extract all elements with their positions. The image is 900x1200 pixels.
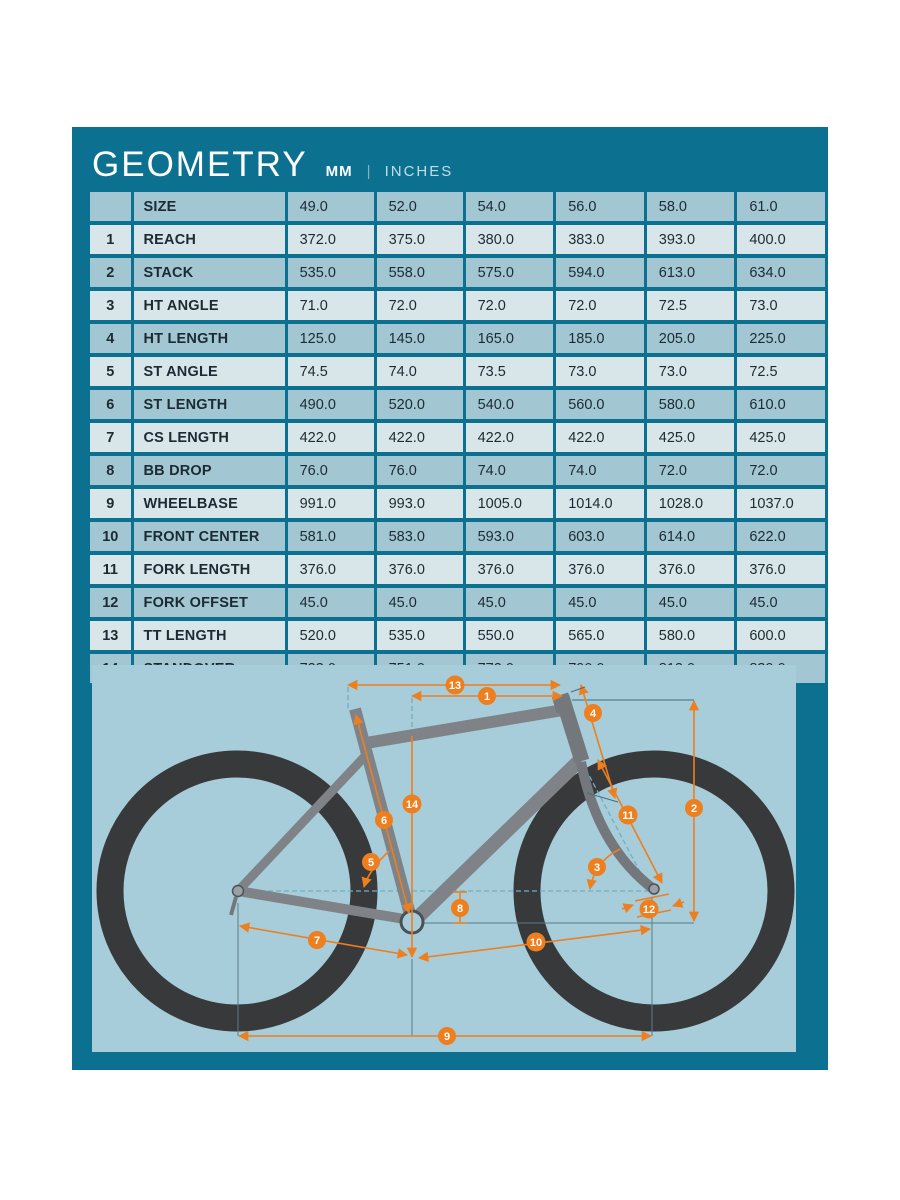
value-cell: 375.0 [377, 225, 463, 254]
value-cell: 1005.0 [466, 489, 554, 518]
value-cell: 603.0 [556, 522, 644, 551]
row-number-cell: 1 [90, 225, 131, 254]
value-cell: 993.0 [377, 489, 463, 518]
value-cell: 580.0 [647, 621, 735, 650]
row-label-cell: ST LENGTH [134, 390, 285, 419]
row-label-cell: FORK OFFSET [134, 588, 285, 617]
bike-diagram-svg [92, 665, 796, 1052]
badge-13 [446, 676, 465, 695]
svg-text:7: 7 [313, 934, 321, 947]
geometry-table-body [90, 192, 825, 683]
value-cell: 45.0 [647, 588, 735, 617]
svg-text:3: 3 [593, 861, 601, 874]
value-cell: 1028.0 [647, 489, 735, 518]
value-cell: 580.0 [647, 390, 735, 419]
value-cell: 583.0 [377, 522, 463, 551]
row-number-cell: 4 [90, 324, 131, 353]
rear-hub [233, 886, 244, 897]
size-cell: 61.0 [737, 192, 825, 221]
value-cell: 45.0 [288, 588, 374, 617]
value-cell: 165.0 [466, 324, 554, 353]
value-cell: 383.0 [556, 225, 644, 254]
value-cell: 400.0 [737, 225, 825, 254]
size-cell: 49.0 [288, 192, 374, 221]
value-cell: 72.0 [377, 291, 463, 320]
value-cell: 205.0 [647, 324, 735, 353]
value-cell: 125.0 [288, 324, 374, 353]
badge-8 [451, 899, 469, 917]
svg-text:5: 5 [367, 856, 375, 869]
row-number-cell: 12 [90, 588, 131, 617]
page-title: GEOMETRY [92, 145, 308, 184]
value-cell: 376.0 [556, 555, 644, 584]
value-cell: 610.0 [737, 390, 825, 419]
size-cell: 52.0 [377, 192, 463, 221]
table-row [90, 423, 825, 452]
badge-1 [478, 687, 496, 705]
table-row [90, 291, 825, 320]
table-row [90, 522, 825, 551]
value-cell: 45.0 [377, 588, 463, 617]
row-label-cell: HT ANGLE [134, 291, 285, 320]
row-label-cell: REACH [134, 225, 285, 254]
badge-4 [584, 704, 602, 722]
badge-10 [527, 933, 546, 952]
row-number-cell: 3 [90, 291, 131, 320]
derailleur-hanger [231, 897, 236, 915]
value-cell: 490.0 [288, 390, 374, 419]
value-cell: 73.0 [737, 291, 825, 320]
value-cell: 560.0 [556, 390, 644, 419]
value-cell: 425.0 [647, 423, 735, 452]
value-cell: 74.0 [556, 456, 644, 485]
row-number-cell: 8 [90, 456, 131, 485]
row-number-cell: 10 [90, 522, 131, 551]
row-label-cell: FRONT CENTER [134, 522, 285, 551]
size-cell: 56.0 [556, 192, 644, 221]
value-cell: 614.0 [647, 522, 735, 551]
front-hub [649, 884, 659, 894]
row-number-cell [90, 192, 131, 221]
value-cell: 74.0 [377, 357, 463, 386]
value-cell: 73.0 [556, 357, 644, 386]
unit-inches-label: INCHES [384, 163, 454, 180]
panel-header [92, 147, 453, 182]
svg-text:8: 8 [456, 902, 464, 915]
value-cell: 1037.0 [737, 489, 825, 518]
row-number-cell: 13 [90, 621, 131, 650]
value-cell: 72.0 [737, 456, 825, 485]
row-label-cell: TT LENGTH [134, 621, 285, 650]
value-cell: 45.0 [466, 588, 554, 617]
row-label-cell: HT LENGTH [134, 324, 285, 353]
value-cell: 376.0 [377, 555, 463, 584]
value-cell: 74.0 [466, 456, 554, 485]
table-row [90, 258, 825, 287]
size-cell: 54.0 [466, 192, 554, 221]
value-cell: 72.5 [737, 357, 825, 386]
row-label-cell: FORK LENGTH [134, 555, 285, 584]
value-cell: 600.0 [737, 621, 825, 650]
value-cell: 535.0 [377, 621, 463, 650]
row-label-cell: BB DROP [134, 456, 285, 485]
value-cell: 558.0 [377, 258, 463, 287]
svg-text:10: 10 [529, 936, 543, 949]
value-cell: 393.0 [647, 225, 735, 254]
badge-2 [685, 799, 703, 817]
table-row [90, 324, 825, 353]
bike-diagram [92, 665, 796, 1052]
table-row [90, 555, 825, 584]
value-cell: 145.0 [377, 324, 463, 353]
row-label-cell: ST ANGLE [134, 357, 285, 386]
badge-3 [588, 858, 606, 876]
table-row [90, 456, 825, 485]
badge-6 [375, 811, 393, 829]
row-label-cell: CS LENGTH [134, 423, 285, 452]
value-cell: 185.0 [556, 324, 644, 353]
value-cell: 593.0 [466, 522, 554, 551]
value-cell: 376.0 [647, 555, 735, 584]
value-cell: 376.0 [466, 555, 554, 584]
value-cell: 72.0 [466, 291, 554, 320]
value-cell: 422.0 [288, 423, 374, 452]
table-row [90, 390, 825, 419]
geometry-panel [72, 127, 828, 1070]
svg-text:11: 11 [622, 809, 634, 822]
badge-5 [362, 853, 380, 871]
table-row [90, 225, 825, 254]
value-cell: 594.0 [556, 258, 644, 287]
value-cell: 575.0 [466, 258, 554, 287]
svg-text:2: 2 [690, 802, 698, 815]
value-cell: 422.0 [556, 423, 644, 452]
row-number-cell: 9 [90, 489, 131, 518]
value-cell: 622.0 [737, 522, 825, 551]
value-cell: 225.0 [737, 324, 825, 353]
badge-14 [403, 795, 422, 814]
value-cell: 72.0 [647, 456, 735, 485]
value-cell: 76.0 [288, 456, 374, 485]
value-cell: 76.0 [377, 456, 463, 485]
table-row [90, 357, 825, 386]
svg-text:6: 6 [380, 814, 388, 827]
svg-text:12: 12 [642, 903, 656, 916]
value-cell: 72.0 [556, 291, 644, 320]
badge-7 [308, 931, 326, 949]
row-number-cell: 2 [90, 258, 131, 287]
head-tube-cap [560, 695, 565, 711]
value-cell: 71.0 [288, 291, 374, 320]
row-number-cell: 11 [90, 555, 131, 584]
value-cell: 422.0 [466, 423, 554, 452]
value-cell: 74.5 [288, 357, 374, 386]
value-cell: 376.0 [288, 555, 374, 584]
svg-text:1: 1 [483, 690, 491, 703]
value-cell: 45.0 [556, 588, 644, 617]
value-cell: 613.0 [647, 258, 735, 287]
table-row [90, 621, 825, 650]
size-cell: 58.0 [647, 192, 735, 221]
value-cell: 540.0 [466, 390, 554, 419]
value-cell: 73.0 [647, 357, 735, 386]
value-cell: 535.0 [288, 258, 374, 287]
value-cell: 565.0 [556, 621, 644, 650]
row-number-cell: 7 [90, 423, 131, 452]
row-label-cell: STACK [134, 258, 285, 287]
geometry-table [87, 188, 828, 687]
value-cell: 72.5 [647, 291, 735, 320]
down-tube [414, 760, 580, 921]
value-cell: 581.0 [288, 522, 374, 551]
row-label-cell: WHEELBASE [134, 489, 285, 518]
value-cell: 425.0 [737, 423, 825, 452]
value-cell: 73.5 [466, 357, 554, 386]
svg-text:4: 4 [589, 707, 597, 720]
badge-12 [640, 900, 659, 919]
value-cell: 380.0 [466, 225, 554, 254]
row-number-cell: 5 [90, 357, 131, 386]
unit-separator: | [366, 163, 371, 180]
value-cell: 520.0 [377, 390, 463, 419]
badge-9 [438, 1027, 456, 1045]
value-cell: 634.0 [737, 258, 825, 287]
row-number-cell: 6 [90, 390, 131, 419]
table-row [90, 489, 825, 518]
chain-stay [238, 891, 410, 920]
top-tube [360, 710, 563, 744]
value-cell: 45.0 [737, 588, 825, 617]
value-cell: 520.0 [288, 621, 374, 650]
value-cell: 372.0 [288, 225, 374, 254]
table-header-row [90, 192, 825, 221]
value-cell: 1014.0 [556, 489, 644, 518]
badge-11 [619, 806, 638, 825]
value-cell: 422.0 [377, 423, 463, 452]
svg-text:13: 13 [448, 679, 462, 692]
value-cell: 991.0 [288, 489, 374, 518]
unit-mm-label: MM [325, 163, 353, 180]
table-row [90, 588, 825, 617]
svg-text:9: 9 [443, 1030, 451, 1043]
dimension-badges [308, 676, 703, 1046]
svg-text:14: 14 [405, 798, 419, 811]
size-header-cell: SIZE [134, 192, 285, 221]
value-cell: 376.0 [737, 555, 825, 584]
value-cell: 550.0 [466, 621, 554, 650]
